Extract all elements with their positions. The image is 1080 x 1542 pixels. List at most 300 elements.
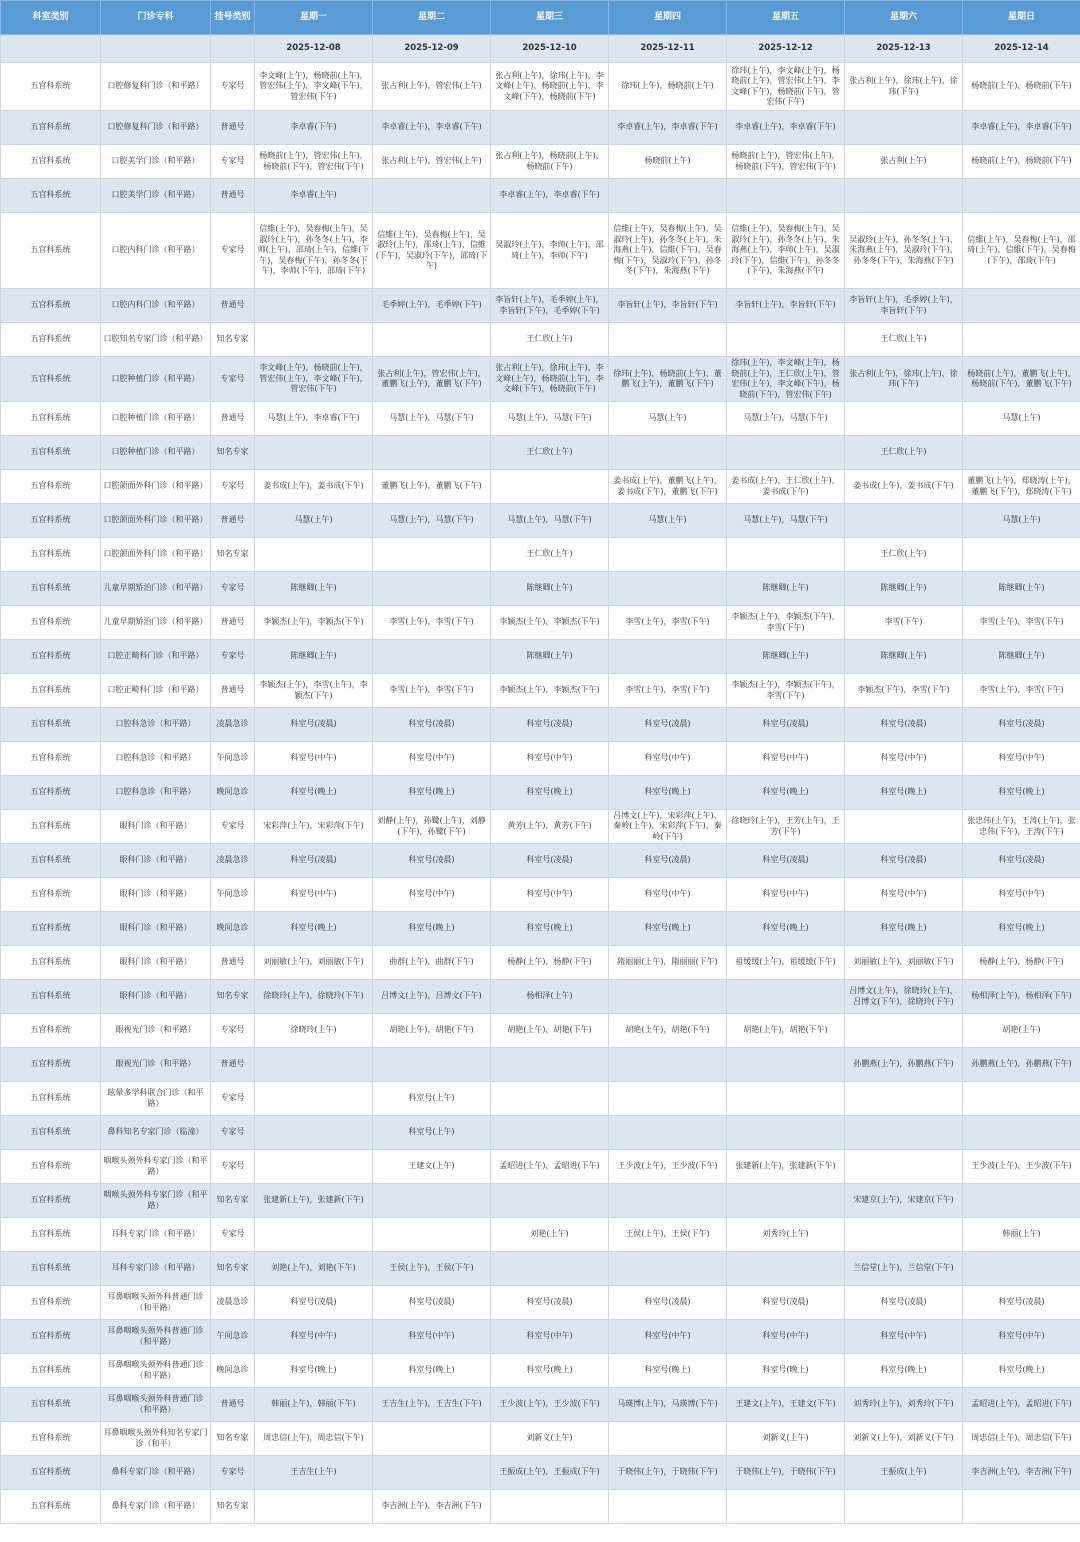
schedule-cell: [255, 289, 373, 323]
clinic-cell: 口腔科急诊（和平路）: [101, 708, 211, 742]
schedule-cell: 胡艳(上午)，胡艳(下午): [609, 1014, 727, 1048]
reg-type-cell: 普通号: [211, 674, 255, 708]
clinic-cell: 眼科门诊（和平路）: [101, 912, 211, 946]
reg-type-cell: 晚间急诊: [211, 912, 255, 946]
schedule-cell: 科室号(中午): [845, 742, 963, 776]
column-header: 门诊专科: [101, 1, 211, 35]
schedule-cell: 张建新(上午)，张建新(下午): [255, 1184, 373, 1218]
schedule-cell: 李雪(下午): [845, 606, 963, 640]
column-header: 星期一: [255, 1, 373, 35]
table-row: [1, 1048, 1080, 1082]
schedule-cell: 马慧(上午): [609, 504, 727, 538]
schedule-cell: 信維(上午)，吴春梅(上午)，吴淑玲(上午)，孙冬冬(上午)，朱海燕(上午)，信維(下午)，吴春梅(下午)，吴淑玲(下午)，孙冬冬(下午)，朱海燕(下午): [609, 213, 727, 289]
table-row: [1, 912, 1080, 946]
reg-type-cell: 午间急诊: [211, 1320, 255, 1354]
schedule-cell: 姜书成(上午)，王仁欣(上午)，姜书成(下午): [727, 470, 845, 504]
dept-category-cell: 五官科系统: [1, 606, 101, 640]
schedule-cell: 刘静(上午)，孙鹭(上午)，刘静(下午)，孙鹭(下午): [373, 810, 491, 844]
dept-category-cell: 五官科系统: [1, 1184, 101, 1218]
schedule-cell: 李颖杰(上午)，李颖杰(下午): [491, 674, 609, 708]
reg-type-cell: 专家号: [211, 1014, 255, 1048]
schedule-cell: [609, 1082, 727, 1116]
schedule-cell: 张占利(上午)，徐玮(上午)，李文峰(上午)，杨晓前(上午)，李文峰(下午)，杨晓前(下午): [491, 357, 609, 402]
schedule-cell: 杨晓前(上午)，杨晓前(下午): [963, 145, 1080, 179]
schedule-cell: 陈继卿(上午): [255, 572, 373, 606]
clinic-cell: 耳鼻咽喉头颈外科普通门诊（和平路）: [101, 1286, 211, 1320]
schedule-cell: 李颖杰(上午)，李颖杰(下午): [491, 606, 609, 640]
dept-category-cell: 五官科系统: [1, 810, 101, 844]
dept-category-cell: 五官科系统: [1, 946, 101, 980]
schedule-cell: [963, 1252, 1080, 1286]
schedule-cell: [491, 470, 609, 504]
schedule-cell: 王建文(上午): [373, 1150, 491, 1184]
schedule-cell: 马慧(上午)，马慧(下午): [727, 504, 845, 538]
table-row: [1, 1014, 1080, 1048]
column-header: 星期四: [609, 1, 727, 35]
schedule-cell: 陈继卿(上午): [727, 640, 845, 674]
reg-type-cell: 专家号: [211, 810, 255, 844]
schedule-cell: [845, 1218, 963, 1252]
schedule-cell: 陈继卿(上午): [963, 640, 1080, 674]
schedule-cell: [609, 1116, 727, 1150]
schedule-cell: [845, 1082, 963, 1116]
clinic-cell: 口腔知名专家门诊（和平路）: [101, 323, 211, 357]
schedule-cell: 王少波(上午)，王少波(下午): [491, 1388, 609, 1422]
schedule-cell: [373, 1048, 491, 1082]
table-row: [1, 504, 1080, 538]
clinic-cell: 眼科门诊（和平路）: [101, 980, 211, 1014]
schedule-cell: 科室号(晚上): [963, 912, 1080, 946]
schedule-cell: 徐晓玲(上午)，王芳(上午)，王芳(下午): [727, 810, 845, 844]
schedule-cell: [609, 640, 727, 674]
date-blank-cell: [101, 35, 211, 63]
table-row: [1, 1218, 1080, 1252]
schedule-cell: 科室号(凌晨): [491, 1286, 609, 1320]
schedule-cell: 信維(上午)，吴春梅(上午)，吴淑玲(上午)，孙冬冬(上午)，李帅(上午)，邵琦(上午)，信維(下午)，吴春梅(下午)，孙冬冬(下午)，李帅(下午)，邵琦(下午): [255, 213, 373, 289]
schedule-cell: 姜书成(上午)，董鹏飞(上午)，姜书成(下午)，董鹏飞(下午): [609, 470, 727, 504]
schedule-cell: [727, 179, 845, 213]
schedule-cell: 李吉洲(上午)，李吉洲(下午): [373, 1490, 491, 1524]
schedule-cell: 马慧(上午): [963, 402, 1080, 436]
schedule-cell: 姜书成(上午)，姜书成(下午): [845, 470, 963, 504]
schedule-cell: 李旨轩(上午)，毛季婷(上午)，李旨轩(下午): [845, 289, 963, 323]
schedule-cell: [963, 436, 1080, 470]
schedule-cell: 吕博文(上午)，宋彩萍(上午)，秦岭(上午)，宋彩萍(下午)，秦岭(下午): [609, 810, 727, 844]
dept-category-cell: 五官科系统: [1, 1354, 101, 1388]
schedule-cell: 科室号(中午): [609, 742, 727, 776]
schedule-cell: [609, 323, 727, 357]
schedule-cell: 李吉洲(上午)，李吉洲(下午): [963, 1456, 1080, 1490]
reg-type-cell: 专家号: [211, 1150, 255, 1184]
schedule-cell: [727, 1490, 845, 1524]
schedule-cell: [373, 1422, 491, 1456]
schedule-cell: 杨晓前(上午)，董鹏飞(上午)，杨晓前(下午)，董鹏飞(下午): [963, 357, 1080, 402]
schedule-cell: [373, 179, 491, 213]
schedule-cell: 马慧(上午): [255, 504, 373, 538]
schedule-cell: 科室号(凌晨): [373, 844, 491, 878]
schedule-cell: [373, 323, 491, 357]
schedule-cell: [609, 538, 727, 572]
schedule-cell: 科室号(中午): [373, 1320, 491, 1354]
schedule-cell: 科室号(晚上): [845, 776, 963, 810]
schedule-cell: 马慧(上午)，马慧(下午): [491, 402, 609, 436]
clinic-cell: 鼻科专家门诊（和平路）: [101, 1490, 211, 1524]
schedule-cell: 科室号(凌晨): [609, 1286, 727, 1320]
table-row: [1, 1320, 1080, 1354]
schedule-cell: 兰信堂(上午)，兰信堂(下午): [845, 1252, 963, 1286]
schedule-cell: 李雪(上午)，李雪(下午): [609, 674, 727, 708]
schedule-cell: 张占利(上午)，杨晓前(上午)，杨晓前(下午): [491, 145, 609, 179]
reg-type-cell: 晚间急诊: [211, 1354, 255, 1388]
reg-type-cell: 普通号: [211, 179, 255, 213]
schedule-cell: [609, 1490, 727, 1524]
schedule-cell: 李旨轩(上午)，毛季婷(上午)，李旨轩(下午)，毛季婷(下午): [491, 289, 609, 323]
schedule-cell: 张占利(上午)，徐玮(上午)，徐玮(下午): [845, 357, 963, 402]
schedule-cell: 孙鹏燕(上午)，孙鹏燕(下午): [845, 1048, 963, 1082]
table-row: [1, 1422, 1080, 1456]
clinic-cell: 口腔颌面外科门诊（和平路）: [101, 470, 211, 504]
schedule-cell: 王仁欣(上午): [491, 323, 609, 357]
schedule-cell: 科室号(中午): [373, 878, 491, 912]
clinic-cell: 耳科专家门诊（和平路）: [101, 1218, 211, 1252]
schedule-cell: 马慧(上午): [963, 504, 1080, 538]
schedule-cell: 吕博文(上午)，吕博文(下午): [373, 980, 491, 1014]
schedule-cell: 陈继卿(上午): [255, 640, 373, 674]
clinic-cell: 咽喉头颈外科专家门诊（和平路）: [101, 1184, 211, 1218]
table-row: [1, 213, 1080, 289]
schedule-cell: [373, 1184, 491, 1218]
reg-type-cell: 知名专家: [211, 980, 255, 1014]
schedule-cell: 王建文(上午)，王建文(下午): [727, 1388, 845, 1422]
schedule-cell: [373, 1456, 491, 1490]
schedule-cell: 李卓睿(上午)，李卓睿(下午): [727, 111, 845, 145]
schedule-cell: 陈继卿(上午): [845, 572, 963, 606]
schedule-cell: [491, 1116, 609, 1150]
schedule-cell: 李卓睿(下午): [255, 111, 373, 145]
table-row: [1, 1150, 1080, 1184]
schedule-cell: 科室号(晚上): [255, 912, 373, 946]
clinic-cell: 口腔正畸科门诊（和平路）: [101, 674, 211, 708]
reg-type-cell: 专家号: [211, 470, 255, 504]
schedule-cell: [491, 1490, 609, 1524]
table-row: [1, 111, 1080, 145]
schedule-cell: 王侯(上午)，王侯(下午): [373, 1252, 491, 1286]
reg-type-cell: 普通号: [211, 111, 255, 145]
reg-type-cell: 普通号: [211, 606, 255, 640]
schedule-cell: [963, 1184, 1080, 1218]
table-row: [1, 402, 1080, 436]
table-row: [1, 980, 1080, 1014]
reg-type-cell: 专家号: [211, 572, 255, 606]
schedule-cell: 杨相泽(上午): [491, 980, 609, 1014]
dept-category-cell: 五官科系统: [1, 504, 101, 538]
schedule-cell: 李卓睿(上午)，李卓睿(下午): [963, 111, 1080, 145]
schedule-cell: 科室号(中午): [609, 878, 727, 912]
schedule-cell: 信維(上午)，吴春梅(上午)，吴淑玲(上午)，邵琦(上午)，信維(下午)，吴淑玲(下午)，邵琦(下午): [373, 213, 491, 289]
column-header: 星期二: [373, 1, 491, 35]
schedule-cell: 科室号(晚上): [727, 776, 845, 810]
reg-type-cell: 晚间急诊: [211, 776, 255, 810]
schedule-cell: [727, 323, 845, 357]
clinic-cell: 眼科门诊（和平路）: [101, 844, 211, 878]
schedule-cell: 王仁欣(上午): [845, 436, 963, 470]
schedule-cell: 马慧(上午)，马慧(下午): [373, 402, 491, 436]
dept-category-cell: 五官科系统: [1, 1218, 101, 1252]
schedule-cell: 王仁欣(上午): [491, 436, 609, 470]
schedule-cell: 科室号(中午): [491, 878, 609, 912]
dept-category-cell: 五官科系统: [1, 878, 101, 912]
schedule-cell: 科室号(凌晨): [845, 708, 963, 742]
clinic-cell: 口腔科急诊（和平路）: [101, 742, 211, 776]
schedule-body: [1, 63, 1080, 1524]
schedule-cell: 杨晓前(上午)，管宏伟(上午)，杨晓前(下午)，管宏伟(下午): [255, 145, 373, 179]
table-row: [1, 323, 1080, 357]
dept-category-cell: 五官科系统: [1, 980, 101, 1014]
dept-category-cell: 五官科系统: [1, 1048, 101, 1082]
schedule-cell: 李雪(上午)，李雪(下午): [373, 674, 491, 708]
schedule-cell: 马慧(上午)，马慧(下午): [727, 402, 845, 436]
schedule-cell: [727, 1252, 845, 1286]
clinic-cell: 口腔科急诊（和平路）: [101, 776, 211, 810]
schedule-cell: 科室号(晚上): [491, 776, 609, 810]
schedule-cell: 科室号(晚上): [727, 912, 845, 946]
schedule-cell: 科室号(中午): [963, 742, 1080, 776]
clinic-cell: 眼科门诊（和平路）: [101, 810, 211, 844]
schedule-cell: 韩丽(上午): [963, 1218, 1080, 1252]
schedule-cell: 科室号(凌晨): [845, 1286, 963, 1320]
schedule-cell: 李雪(上午)，李雪(下午): [963, 606, 1080, 640]
schedule-cell: 科室号(凌晨): [727, 844, 845, 878]
schedule-cell: 徐晓玲(上午)，徐晓玲(下午): [255, 980, 373, 1014]
schedule-cell: 吕博文(上午)，徐晓玲(上午)，吕博文(下午)，徐晓玲(下午): [845, 980, 963, 1014]
schedule-cell: [609, 1048, 727, 1082]
schedule-cell: [255, 538, 373, 572]
clinic-cell: 咽喉头颈外科专家门诊（和平路）: [101, 1150, 211, 1184]
table-row: [1, 1354, 1080, 1388]
table-row: [1, 470, 1080, 504]
table-row: [1, 572, 1080, 606]
schedule-cell: 隋丽丽(上午)，隋丽丽(下午): [609, 946, 727, 980]
schedule-cell: 李卓睿(上午)，李卓睿(下午): [491, 179, 609, 213]
reg-type-cell: 普通号: [211, 1388, 255, 1422]
schedule-cell: 马慧(上午)，马慧(下午): [491, 504, 609, 538]
column-header: 挂号类别: [211, 1, 255, 35]
schedule-cell: [727, 1082, 845, 1116]
schedule-cell: 科室号(中午): [963, 878, 1080, 912]
schedule-cell: 科室号(凌晨): [491, 844, 609, 878]
schedule-cell: [963, 1116, 1080, 1150]
schedule-cell: 张占利(上午)，徐玮(上午)，李文峰(上午)，杨晓前(上午)，李文峰(下午)，杨晓前(下午): [491, 63, 609, 111]
clinic-cell: 耳鼻咽喉头颈外科知名专家门诊（和平）: [101, 1422, 211, 1456]
dept-category-cell: 五官科系统: [1, 742, 101, 776]
schedule-cell: [845, 402, 963, 436]
schedule-cell: 马慧(上午)，马慧(下午): [373, 504, 491, 538]
table-row: [1, 1490, 1080, 1524]
reg-type-cell: 普通号: [211, 1048, 255, 1082]
table-row: [1, 1456, 1080, 1490]
schedule-cell: 科室号(中午): [373, 742, 491, 776]
schedule-cell: [609, 572, 727, 606]
reg-type-cell: 专家号: [211, 357, 255, 402]
schedule-cell: [255, 1116, 373, 1150]
schedule-cell: 李文峰(上午)，杨晓前(上午)，管宏伟(上午)，李文峰(下午)，管宏伟(下午): [255, 357, 373, 402]
table-row: [1, 1252, 1080, 1286]
reg-type-cell: 知名专家: [211, 436, 255, 470]
schedule-cell: 杨晓前(上午): [609, 145, 727, 179]
schedule-cell: 李颖杰(下午)，李雪(下午): [845, 674, 963, 708]
schedule-cell: 科室号(晚上): [727, 1354, 845, 1388]
schedule-cell: 科室号(晚上): [963, 776, 1080, 810]
clinic-cell: 口腔美学门诊（和平路）: [101, 145, 211, 179]
schedule-cell: 孟昭进(上午)，孟昭进(下午): [963, 1388, 1080, 1422]
schedule-cell: [491, 1082, 609, 1116]
header-row: [1, 1, 1080, 35]
schedule-cell: 科室号(中午): [491, 742, 609, 776]
reg-type-cell: 午间急诊: [211, 878, 255, 912]
schedule-cell: [491, 1252, 609, 1286]
schedule-cell: 刘秀玲(上午)，刘秀玲(下午): [845, 1388, 963, 1422]
clinic-cell: 口腔种植门诊（和平路）: [101, 436, 211, 470]
schedule-cell: 杨相泽(上午)，杨相泽(下午): [963, 980, 1080, 1014]
table-row: [1, 179, 1080, 213]
schedule-cell: 科室号(凌晨): [963, 708, 1080, 742]
schedule-cell: [845, 1116, 963, 1150]
clinic-cell: 耳鼻咽喉头颈外科普通门诊（和平路）: [101, 1354, 211, 1388]
reg-type-cell: 专家号: [211, 1218, 255, 1252]
table-row: [1, 1116, 1080, 1150]
schedule-cell: 李颖杰(上午)，李颖杰(下午): [255, 606, 373, 640]
table-row: [1, 674, 1080, 708]
dept-category-cell: 五官科系统: [1, 111, 101, 145]
schedule-cell: [727, 1184, 845, 1218]
reg-type-cell: 午间急诊: [211, 742, 255, 776]
schedule-cell: 李颖杰(上午)，李颖杰(下午)，李雪(下午): [727, 606, 845, 640]
schedule-cell: [963, 323, 1080, 357]
schedule-cell: 李雪(上午)，李雪(下午): [963, 674, 1080, 708]
dept-category-cell: 五官科系统: [1, 436, 101, 470]
schedule-cell: 科室号(晚上): [491, 912, 609, 946]
schedule-cell: [727, 1048, 845, 1082]
reg-type-cell: 普通号: [211, 946, 255, 980]
schedule-cell: [255, 323, 373, 357]
schedule-cell: 李雪(上午)，李雪(下午): [609, 606, 727, 640]
schedule-cell: [373, 640, 491, 674]
dept-category-cell: 五官科系统: [1, 912, 101, 946]
schedule-cell: 科室号(凌晨): [727, 1286, 845, 1320]
schedule-cell: 刘秀玲(上午): [727, 1218, 845, 1252]
schedule-cell: [373, 436, 491, 470]
clinic-cell: 眼科门诊（和平路）: [101, 878, 211, 912]
table-row: [1, 844, 1080, 878]
dept-category-cell: 五官科系统: [1, 1456, 101, 1490]
dept-category-cell: 五官科系统: [1, 708, 101, 742]
schedule-cell: 李卓睿(上午)，李卓睿(下午): [373, 111, 491, 145]
dept-category-cell: 五官科系统: [1, 402, 101, 436]
schedule-cell: [963, 538, 1080, 572]
schedule-cell: 科室号(中午): [727, 742, 845, 776]
clinic-cell: 口腔修复科门诊（和平路）: [101, 63, 211, 111]
table-row: [1, 357, 1080, 402]
schedule-cell: 科室号(中午): [727, 1320, 845, 1354]
dept-category-cell: 五官科系统: [1, 640, 101, 674]
schedule-cell: 陈继卿(上午): [491, 572, 609, 606]
dept-category-cell: 五官科系统: [1, 323, 101, 357]
schedule-cell: 科室号(晚上): [845, 1354, 963, 1388]
clinic-cell: 眩晕多学科联合门诊（和平路）: [101, 1082, 211, 1116]
schedule-cell: 陈继卿(上午): [845, 640, 963, 674]
table-row: [1, 289, 1080, 323]
schedule-cell: 刘艳(上午)，刘艳(下午): [255, 1252, 373, 1286]
schedule-cell: 刘丽敏(上午)，刘丽敏(下午): [845, 946, 963, 980]
schedule-cell: 科室号(凌晨): [255, 844, 373, 878]
column-header: 星期日: [963, 1, 1080, 35]
schedule-cell: 张占利(上午)，管宏伟(上午): [373, 145, 491, 179]
schedule-cell: 科室号(晚上): [609, 776, 727, 810]
schedule-cell: 科室号(晚上): [491, 1354, 609, 1388]
dept-category-cell: 五官科系统: [1, 289, 101, 323]
table-row: [1, 810, 1080, 844]
table-row: [1, 145, 1080, 179]
table-row: [1, 1184, 1080, 1218]
schedule-cell: 科室号(中午): [255, 878, 373, 912]
schedule-cell: 马瑛博(上午)，马瑛博(下午): [609, 1388, 727, 1422]
table-row: [1, 776, 1080, 810]
date-cell: 2025-12-08: [255, 35, 373, 63]
clinic-cell: 鼻科知名专家门诊（临潼）: [101, 1116, 211, 1150]
date-blank-cell: [1, 35, 101, 63]
schedule-cell: 王少波(上午)，王少波(下午): [963, 1150, 1080, 1184]
column-header: 星期三: [491, 1, 609, 35]
table-row: [1, 640, 1080, 674]
schedule-cell: [255, 1218, 373, 1252]
date-cell: 2025-12-12: [727, 35, 845, 63]
schedule-cell: 李旨轩(上午)，李旨轩(下午): [609, 289, 727, 323]
schedule-cell: 科室号(晚上): [373, 912, 491, 946]
dept-category-cell: 五官科系统: [1, 538, 101, 572]
schedule-cell: 胡艳(上午)，胡艳(下午): [727, 1014, 845, 1048]
clinic-cell: 耳鼻咽喉头颈外科普通门诊（和平路）: [101, 1320, 211, 1354]
reg-type-cell: 知名专家: [211, 1422, 255, 1456]
schedule-cell: [491, 111, 609, 145]
clinic-cell: 眼视光门诊（和平路）: [101, 1048, 211, 1082]
schedule-cell: 科室号(凌晨): [845, 844, 963, 878]
table-row: [1, 878, 1080, 912]
date-cell: 2025-12-10: [491, 35, 609, 63]
schedule-cell: 科室号(中午): [727, 878, 845, 912]
schedule-cell: 科室号(晚上): [609, 912, 727, 946]
schedule-cell: 李旨轩(上午)，李旨轩(下午): [727, 289, 845, 323]
schedule-cell: [609, 1252, 727, 1286]
schedule-cell: 李雪(上午)，李雪(下午): [373, 606, 491, 640]
schedule-cell: 张占利(上午)，徐玮(上午)，徐玮(下午): [845, 63, 963, 111]
schedule-cell: [727, 980, 845, 1014]
schedule-cell: 科室号(晚上): [963, 1354, 1080, 1388]
clinic-cell: 眼视光门诊（和平路）: [101, 1014, 211, 1048]
schedule-cell: [727, 538, 845, 572]
clinic-cell: 耳鼻咽喉头颈外科普通门诊（和平路）: [101, 1388, 211, 1422]
table-row: [1, 1388, 1080, 1422]
schedule-cell: [845, 1490, 963, 1524]
dept-category-cell: 五官科系统: [1, 1252, 101, 1286]
clinic-cell: 儿童早期矫治门诊（和平路）: [101, 572, 211, 606]
schedule-cell: 于晓伟(上午)，于晓伟(下午): [727, 1456, 845, 1490]
clinic-cell: 口腔颌面外科门诊（和平路）: [101, 538, 211, 572]
schedule-cell: 刘新义(上午): [491, 1422, 609, 1456]
table-row: [1, 742, 1080, 776]
schedule-cell: 张建新(上午)，张建新(下午): [727, 1150, 845, 1184]
dept-category-cell: 五官科系统: [1, 1082, 101, 1116]
reg-type-cell: 知名专家: [211, 1252, 255, 1286]
